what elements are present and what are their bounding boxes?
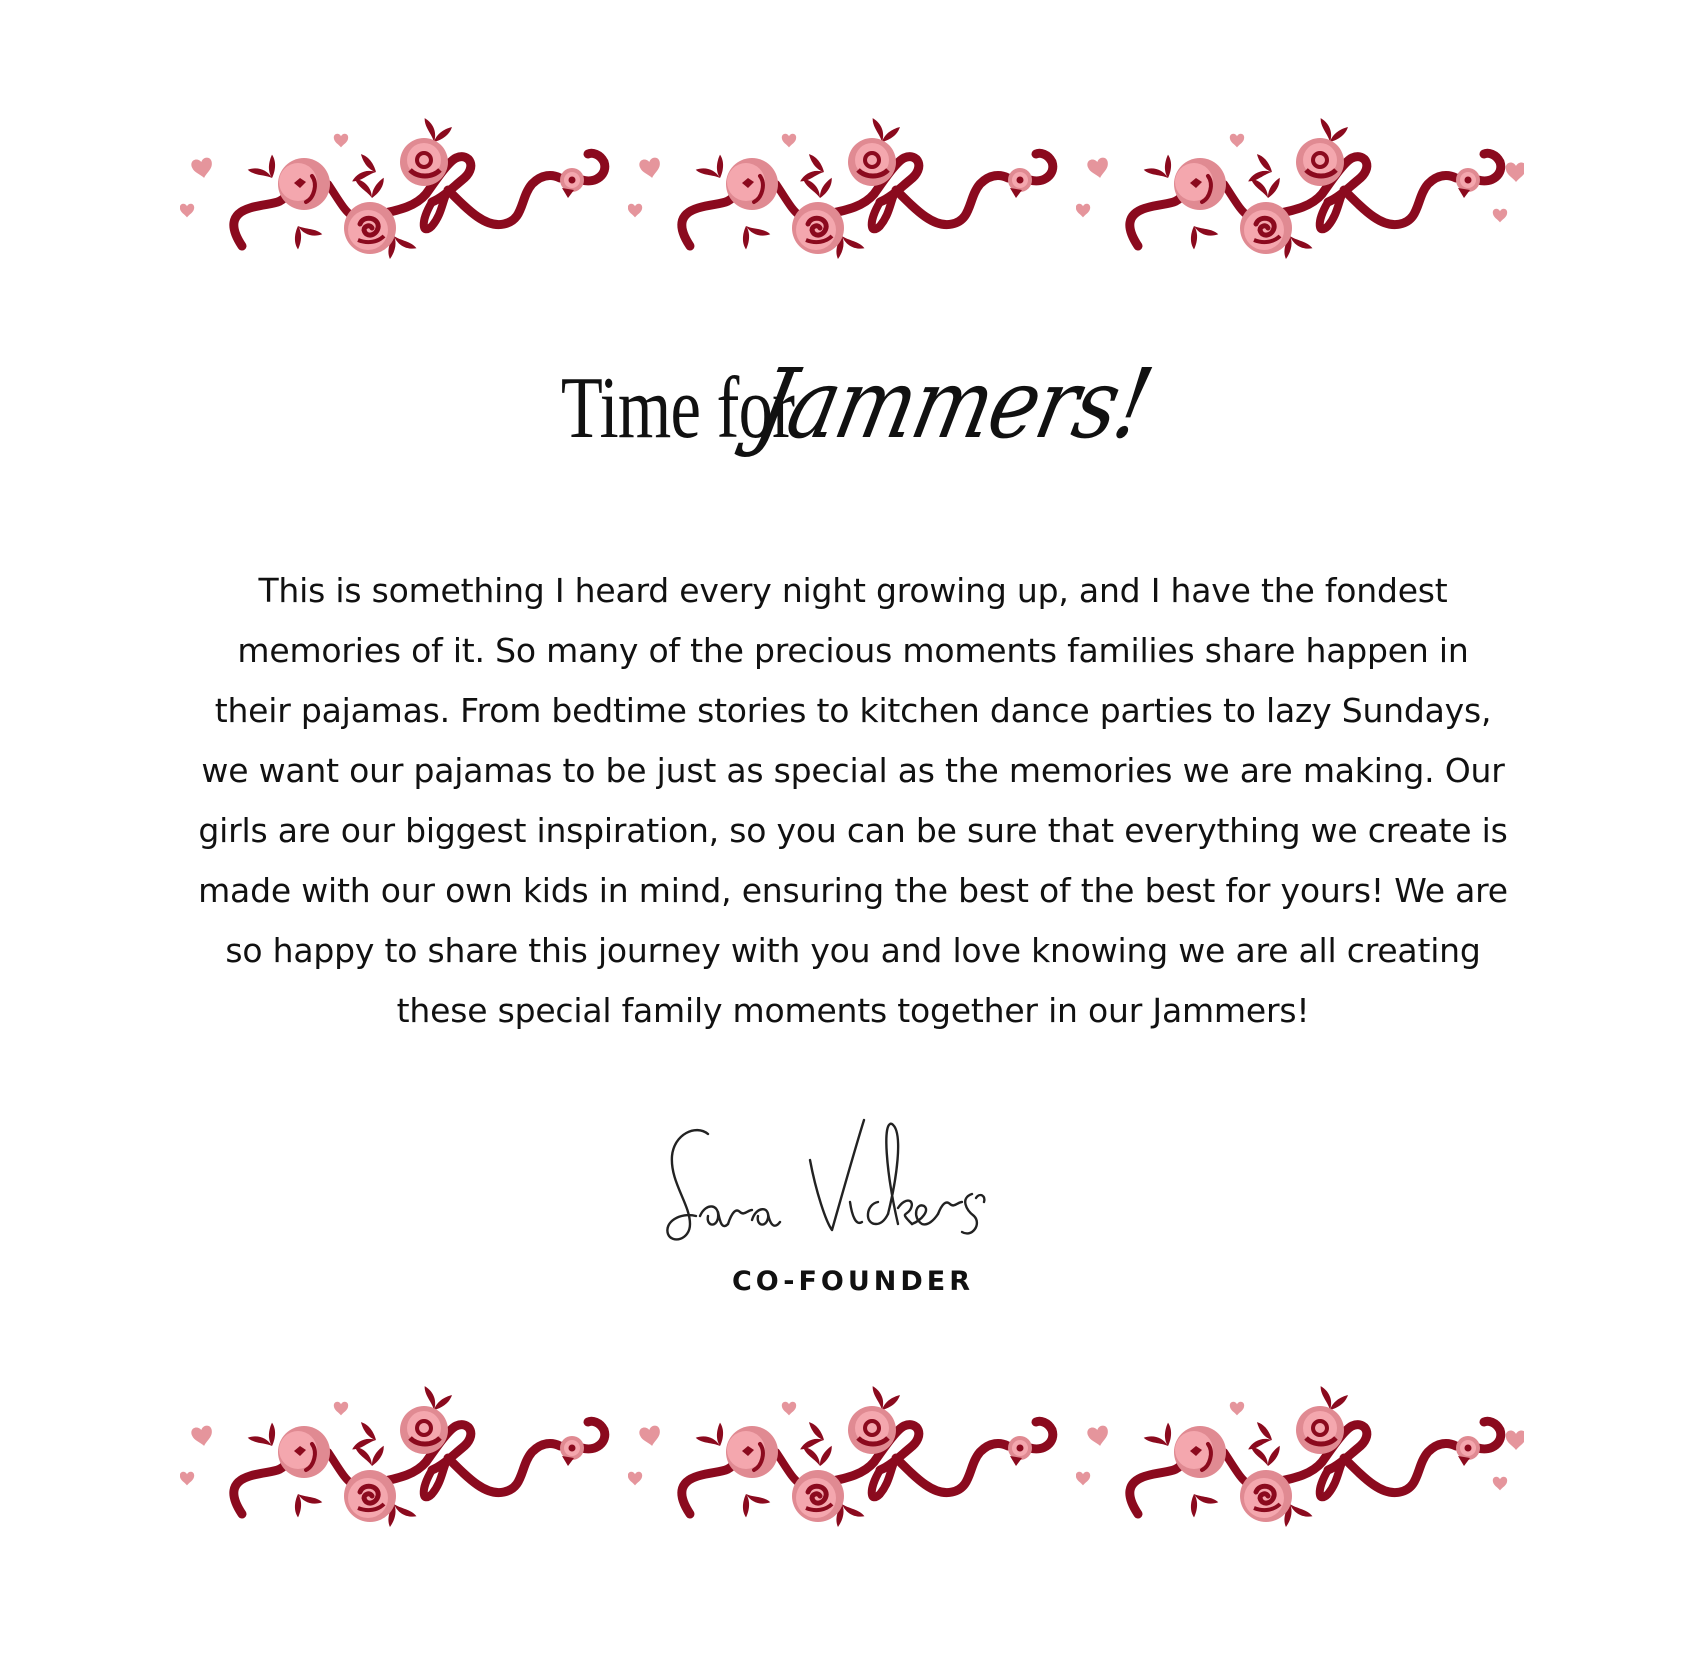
rose-ribbon-garland-icon [628,1386,1076,1536]
rose-ribbon-garland-icon [1076,118,1524,268]
top-rose-garland [180,118,1525,268]
letter-line: made with our own kids in mind, ensuring the best of the best for yours! We are [198,871,1508,910]
letter-line: we want our pajamas to be just as special as the memories we are making. Our [201,751,1505,790]
letter-line: these special family moments together in our Jammers! [396,991,1310,1030]
page-title [0,348,1706,468]
letter-line: their pajamas. From bedtime stories to kitchen dance parties to lazy Sundays, [214,691,1492,730]
signature-role: CO-FOUNDER [731,1266,975,1297]
letter-line: memories of it. So many of the precious moments families share happen in [237,631,1469,670]
letter-line: so happy to share this journey with you and love knowing we are all creating [225,931,1481,970]
rose-ribbon-garland-icon [180,1386,628,1536]
title-script-text: Jammers! [746,348,1161,460]
rose-ribbon-garland-icon [628,118,1076,268]
founder-letter [150,561,1556,1041]
letter-line: This is something I heard every night growing up, and I have the fondest [258,571,1448,610]
title-plain-text: Time for [560,360,794,457]
rose-ribbon-garland-icon [1076,1386,1524,1536]
bottom-rose-garland [180,1386,1525,1536]
handwritten-signature [660,1112,1052,1250]
rose-ribbon-garland-icon [180,118,628,268]
letter-line: girls are our biggest inspiration, so you can be sure that everything we create is [198,811,1508,850]
